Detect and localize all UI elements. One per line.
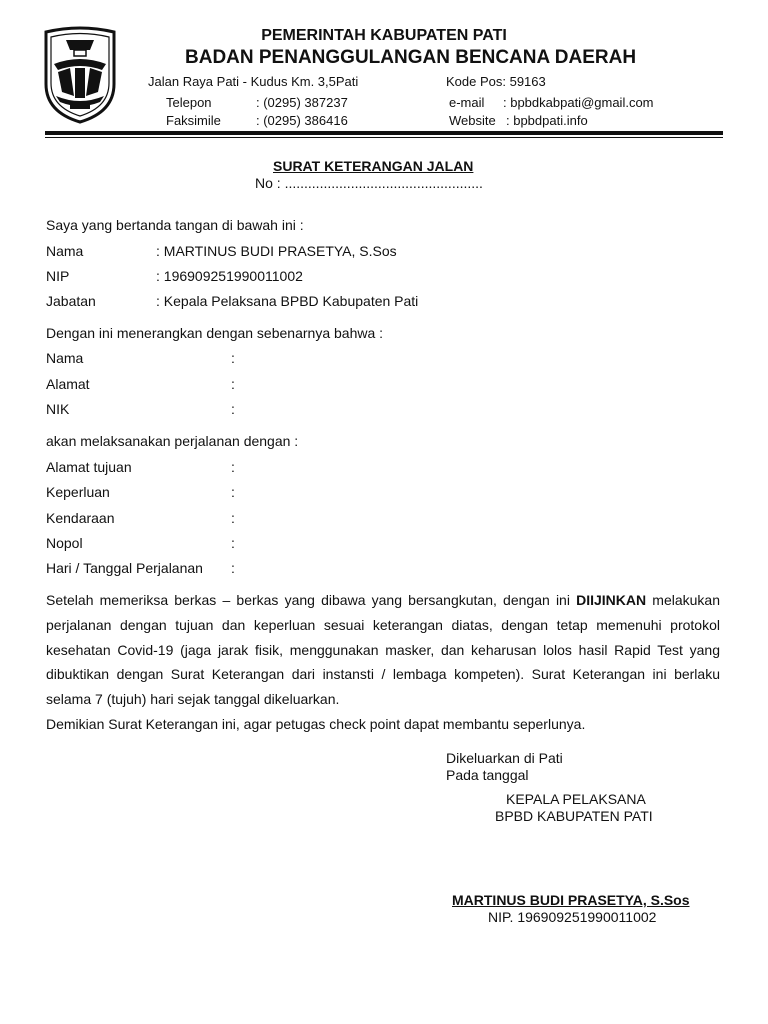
signer-value-nip: : 196909251990011002 bbox=[156, 268, 303, 284]
signer-value-position: : Kepala Pelaksana BPBD Kabupaten Pati bbox=[156, 293, 419, 309]
document-title: SURAT KETERANGAN JALAN bbox=[273, 158, 474, 174]
agency-name: BADAN PENANGGULANGAN BENCANA DAERAH bbox=[185, 47, 637, 68]
signer-position-line2: BPBD KABUPATEN PATI bbox=[495, 808, 653, 824]
website-label: Website bbox=[449, 113, 496, 128]
subject-label-address: Alamat bbox=[46, 376, 90, 392]
fax-label: Faksimile bbox=[166, 113, 221, 128]
phone-value: : (0295) 387237 bbox=[256, 95, 348, 110]
body-paragraph-1: Setelah memeriksa berkas – berkas yang dibawa yang bersangkutan, dengan ini DIIJINKAN melakukan perjalanan dengan tujuan dan keperluan sesuai keterangan diatas, dengan tetap memenuhi protokol kesehatan Covid-19 (jaga jarak fisik, menggunakan masker, dan keharusan lolos hasil Rapid Test yang dibuktikan dengan Surat Keterangan dari instansti / lembaga kompeten). Surat Keterangan ini berlaku selama 7 (tujuh) hari sejak tanggal dikeluarkan. bbox=[46, 592, 720, 708]
travel-colon-destination: : bbox=[231, 459, 235, 475]
subject-colon-address: : bbox=[231, 376, 235, 392]
subject-colon-name: : bbox=[231, 350, 235, 366]
signer-position-line1: KEPALA PELAKSANA bbox=[506, 791, 646, 807]
postal-code: Kode Pos: 59163 bbox=[446, 74, 546, 89]
travel-label-date: Hari / Tanggal Perjalanan bbox=[46, 560, 203, 576]
travel-label-destination: Alamat tujuan bbox=[46, 459, 132, 475]
travel-colon-plate: : bbox=[231, 535, 235, 551]
travel-label-purpose: Keperluan bbox=[46, 484, 110, 500]
document-number: No : ................................................... bbox=[255, 175, 483, 191]
travel-colon-vehicle: : bbox=[231, 510, 235, 526]
signer-label-nip: NIP bbox=[46, 268, 70, 284]
permission-word: DIIJINKAN bbox=[576, 592, 647, 608]
signer-name: MARTINUS BUDI PRASETYA, S.Sos bbox=[452, 892, 690, 908]
website-value: : bpbdpati.info bbox=[506, 113, 588, 128]
email-value: : bpbdkabpati@gmail.com bbox=[503, 95, 654, 110]
phone-label: Telepon bbox=[166, 95, 212, 110]
subject-label-name: Nama bbox=[46, 350, 84, 366]
subject-label-nik: NIK bbox=[46, 401, 70, 417]
travel-colon-purpose: : bbox=[231, 484, 235, 500]
subject-colon-nik: : bbox=[231, 401, 235, 417]
letterhead-divider-thin bbox=[45, 137, 723, 138]
signer-label-position: Jabatan bbox=[46, 293, 96, 309]
travel-intro: akan melaksanakan perjalanan dengan : bbox=[46, 433, 299, 449]
travel-label-plate: Nopol bbox=[46, 535, 83, 551]
signer-intro: Saya yang bertanda tangan di bawah ini : bbox=[46, 217, 304, 233]
subject-intro: Dengan ini menerangkan dengan sebenarnya bahwa : bbox=[46, 325, 384, 341]
letterhead-divider-thick bbox=[45, 131, 723, 135]
body-text bbox=[46, 588, 720, 737]
issue-date-label: Pada tanggal bbox=[446, 767, 529, 783]
issued-at: Dikeluarkan di Pati bbox=[446, 750, 563, 766]
signer-value-name: : MARTINUS BUDI PRASETYA, S.Sos bbox=[156, 243, 397, 259]
body-paragraph-2: Demikian Surat Keterangan ini, agar petugas check point dapat membantu seperlunya. bbox=[46, 715, 586, 732]
travel-label-vehicle: Kendaraan bbox=[46, 510, 115, 526]
email-label: e-mail bbox=[449, 95, 485, 110]
government-name: PEMERINTAH KABUPATEN PATI bbox=[261, 27, 507, 44]
signer-label-name: Nama bbox=[46, 243, 84, 259]
fax-value: : (0295) 386416 bbox=[256, 113, 348, 128]
address: Jalan Raya Pati - Kudus Km. 3,5Pati bbox=[148, 74, 359, 89]
travel-colon-date: : bbox=[231, 560, 235, 576]
signer-nip: NIP. 196909251990011002 bbox=[488, 909, 657, 925]
